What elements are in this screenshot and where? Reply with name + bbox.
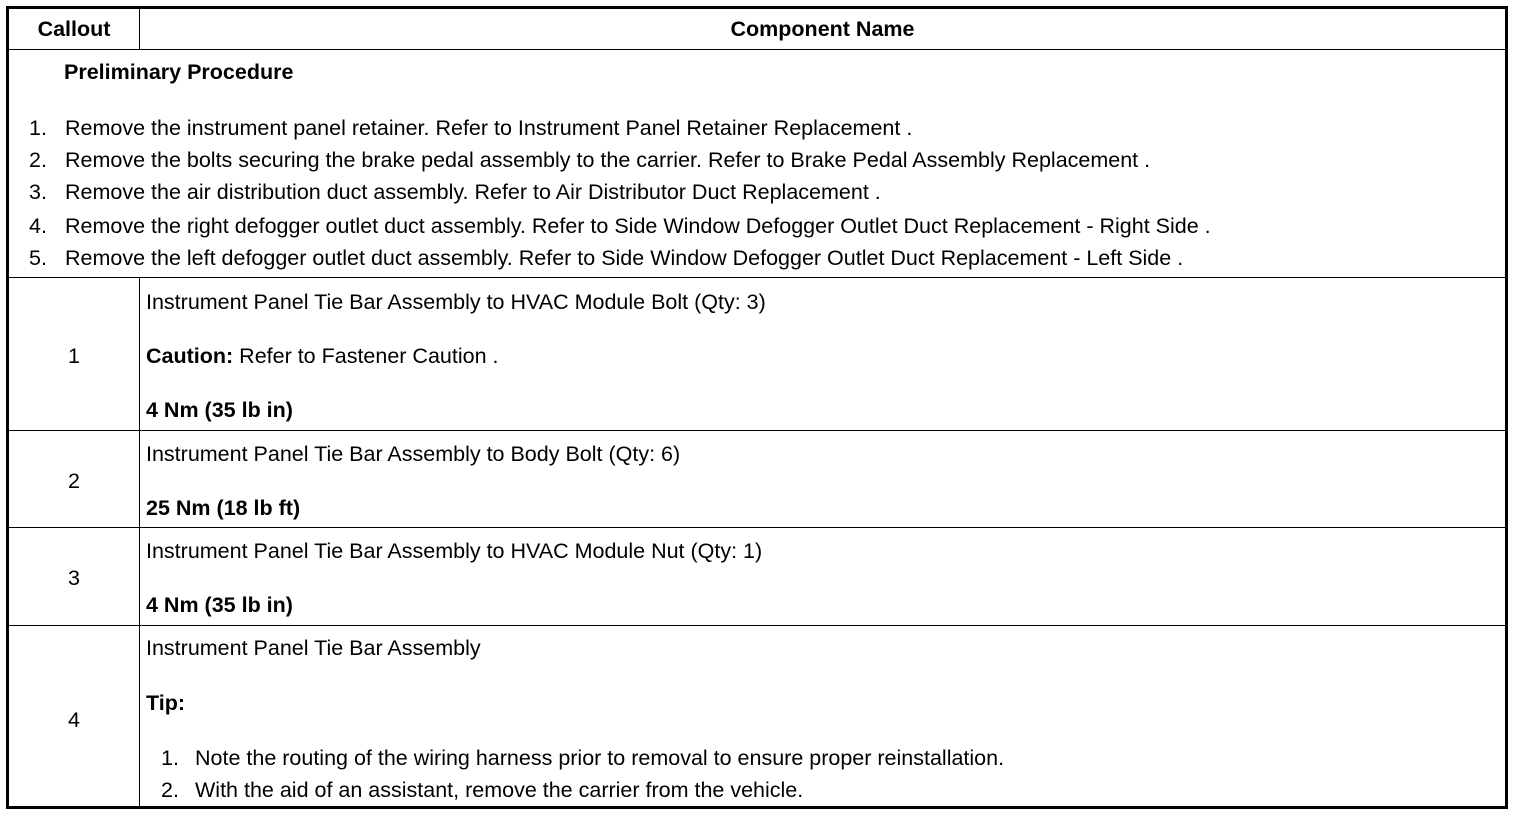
- callout-number: 1: [68, 344, 80, 368]
- row-divider: [9, 527, 1505, 528]
- preliminary-step: 1. Remove the instrument panel retainer. Refer to Instrument Panel Retainer Replacement .: [29, 116, 913, 140]
- row-divider: [9, 49, 1505, 50]
- component-name: Instrument Panel Tie Bar Assembly to HVAC Module Nut (Qty: 1): [146, 539, 763, 563]
- preliminary-step: 4. Remove the right defogger outlet duct assembly. Refer to Side Window Defogger Outlet Duct Replacement - Right Side .: [29, 214, 1211, 238]
- row-divider: [9, 277, 1505, 278]
- component-name: Instrument Panel Tie Bar Assembly: [146, 636, 481, 660]
- callout-number: 3: [68, 566, 80, 590]
- row-divider: [9, 625, 1505, 626]
- preliminary-step: 3. Remove the air distribution duct assembly. Refer to Air Distributor Duct Replacement .: [29, 180, 881, 204]
- callout-number: 4: [68, 708, 80, 732]
- procedure-table: [6, 6, 1508, 809]
- header-component-name: Component Name: [730, 17, 915, 41]
- preliminary-title: Preliminary Procedure: [64, 60, 294, 84]
- component-name: Instrument Panel Tie Bar Assembly to Body Bolt (Qty: 6): [146, 442, 681, 466]
- preliminary-step: 5. Remove the left defogger outlet duct assembly. Refer to Side Window Defogger Outlet Duct Replacement - Left Side .: [29, 246, 1184, 270]
- caution-note: Caution: Refer to Fastener Caution .: [146, 344, 499, 368]
- torque-spec: 4 Nm (35 lb in): [146, 398, 293, 422]
- component-name: Instrument Panel Tie Bar Assembly to HVAC Module Bolt (Qty: 3): [146, 290, 766, 314]
- tip-step: 2. With the aid of an assistant, remove the carrier from the vehicle.: [161, 778, 804, 802]
- torque-spec: 25 Nm (18 lb ft): [146, 496, 301, 520]
- preliminary-step: 2. Remove the bolts securing the brake pedal assembly to the carrier. Refer to Brake Pedal Assembly Replacement .: [29, 148, 1151, 172]
- header-divider: [139, 9, 140, 49]
- callout-number: 2: [68, 469, 80, 493]
- tip-label: Tip:: [146, 691, 186, 715]
- column-divider: [139, 277, 140, 806]
- header-callout: Callout: [37, 17, 111, 41]
- row-divider: [9, 430, 1505, 431]
- tip-step: 1. Note the routing of the wiring harness prior to removal to ensure proper reinstallation.: [161, 746, 1005, 770]
- torque-spec: 4 Nm (35 lb in): [146, 593, 293, 617]
